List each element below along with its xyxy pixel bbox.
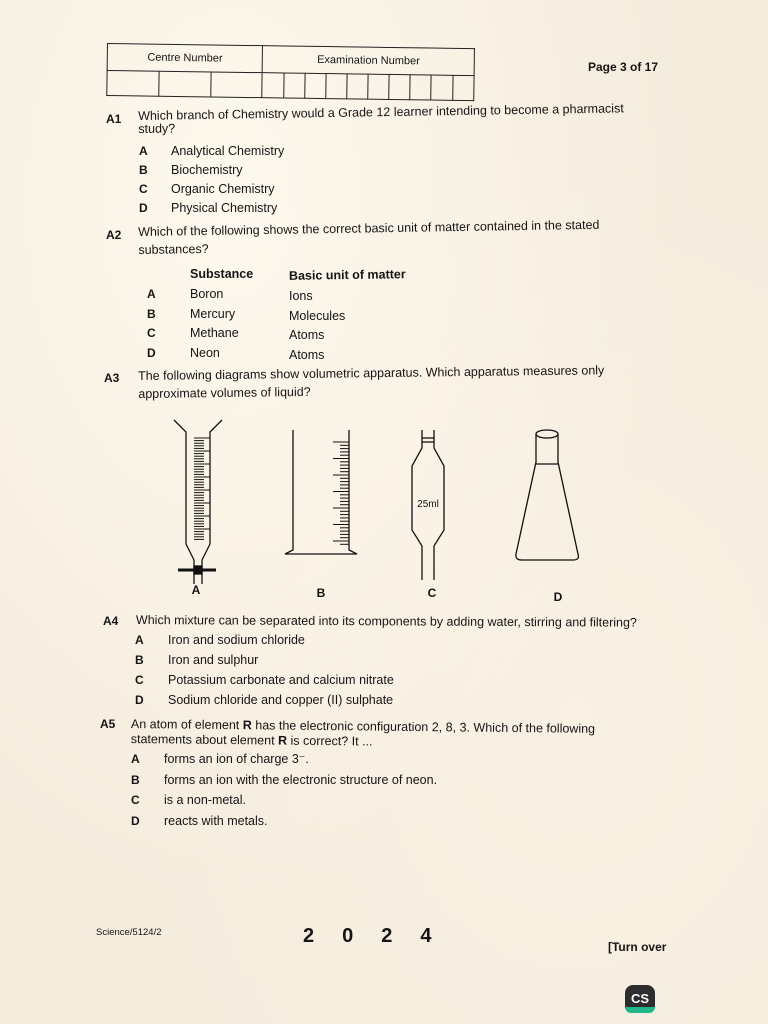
question-text-line: Which mixture can be separated into its components by adding water, stirring and filtering?	[135, 613, 637, 630]
question-number-a4: A4	[103, 614, 119, 628]
question-text-line: An atom of element R has the electronic configuration 2, 8, 3. Which of the following	[130, 716, 596, 736]
option-letter: A	[139, 144, 148, 158]
camscanner-logo-icon: CS	[625, 985, 655, 1013]
exam-year	[303, 925, 460, 948]
diagram-label-d: D	[553, 590, 563, 604]
grid-cell	[326, 74, 347, 99]
grid-cell	[210, 72, 262, 98]
question-text-a4	[136, 612, 637, 632]
option-text: Sodium chloride and copper (II) sulphate	[168, 693, 394, 707]
grid-cell	[368, 74, 389, 99]
question-number-a3: A3	[104, 371, 120, 385]
substance-text: Boron	[190, 287, 224, 301]
option-letter: B	[147, 306, 156, 321]
burette-diagram	[174, 420, 222, 584]
page-number: Page 3 of 17	[588, 60, 659, 74]
option-text: is a non-metal.	[164, 793, 246, 807]
options-a4	[135, 631, 394, 711]
diagram-label-c: C	[427, 586, 437, 600]
unit-text: Atoms	[289, 347, 325, 362]
question-text-line: approximate volumes of liquid?	[138, 384, 311, 401]
unit-text: Atoms	[289, 328, 325, 342]
question-text-line: study?	[138, 121, 176, 136]
option-text: forms an ion of charge 3⁻.	[164, 752, 309, 766]
option-text: Potassium carbonate and calcium nitrate	[168, 673, 394, 687]
grid-cell	[107, 71, 159, 97]
options-a5	[131, 750, 437, 832]
question-text-a1	[138, 100, 624, 138]
diagram-label-b: B	[316, 586, 326, 600]
table-header-unit: Basic unit of matter	[288, 267, 406, 283]
option-letter: C	[139, 182, 148, 196]
grid-cell	[283, 73, 304, 98]
grid-cell	[159, 71, 211, 97]
candidate-number-grid	[107, 43, 475, 96]
options-a1	[139, 142, 284, 218]
question-text-a5	[131, 716, 595, 753]
turn-over-label: [Turn over	[608, 940, 667, 954]
grid-cell	[262, 73, 283, 98]
question-number-a2: A2	[106, 228, 122, 242]
option-text: Analytical Chemistry	[171, 144, 285, 158]
table-header-substance: Substance	[190, 267, 254, 281]
option-letter: D	[139, 201, 148, 215]
year-digit: 4	[420, 925, 432, 947]
option-text: reacts with metals.	[164, 813, 268, 828]
option-letter: B	[139, 163, 148, 177]
substance-text: Mercury	[190, 306, 236, 321]
question-text-a2	[138, 217, 600, 259]
option-letter: B	[131, 772, 140, 787]
grid-cell	[410, 75, 431, 100]
question-text-line: substances?	[138, 241, 209, 257]
centre-number-label: Centre Number	[107, 44, 263, 73]
measuring-cylinder-diagram	[285, 430, 357, 554]
pipette-volume-label: 25ml	[417, 499, 439, 510]
year-digit: 0	[342, 925, 354, 947]
question-text-line: statements about element R is correct? It ...	[130, 731, 373, 749]
option-letter: C	[135, 673, 144, 687]
logo-stripe	[625, 1007, 655, 1013]
option-letter: D	[131, 813, 140, 828]
question-number-a1: A1	[106, 112, 122, 126]
grid-cell	[431, 75, 452, 100]
option-text: Iron and sulphur	[168, 653, 259, 667]
question-text-a3	[138, 362, 605, 403]
substance-text: Neon	[190, 345, 220, 360]
option-text: Organic Chemistry	[171, 182, 275, 196]
grid-cell	[452, 75, 474, 100]
option-text: forms an ion with the electronic structure of neon.	[164, 772, 438, 787]
unit-text: Ions	[289, 289, 313, 303]
question-text-line: Which branch of Chemistry would a Grade 12 learner intending to become a pharmacist	[138, 101, 624, 123]
diagram-label-a: A	[191, 583, 201, 597]
option-text: Physical Chemistry	[171, 201, 278, 215]
question-text-line: Which of the following shows the correct basic unit of matter contained in the stated	[138, 217, 600, 239]
option-letter: C	[131, 793, 140, 807]
examination-number-label: Examination Number	[263, 46, 475, 76]
option-letter: C	[147, 326, 156, 340]
apparatus-diagrams	[160, 412, 610, 607]
grid-cell	[347, 74, 368, 99]
year-digit: 2	[381, 925, 393, 947]
option-letter: A	[131, 752, 140, 766]
option-letter: A	[135, 633, 144, 647]
option-text: Biochemistry	[171, 163, 243, 177]
option-text: Iron and sodium chloride	[168, 633, 305, 647]
grid-cell	[304, 73, 325, 98]
paper-code: Science/5124/2	[96, 927, 162, 938]
grid-cell	[389, 74, 410, 99]
unit-text: Molecules	[289, 308, 346, 323]
conical-flask-diagram	[516, 430, 579, 560]
option-letter: B	[135, 653, 144, 667]
question-text-line: The following diagrams show volumetric apparatus. Which apparatus measures only	[138, 363, 605, 383]
option-letter: D	[147, 345, 156, 360]
substance-text: Methane	[190, 326, 239, 340]
year-digit: 2	[303, 925, 315, 947]
option-letter: D	[135, 693, 144, 707]
question-number-a5: A5	[100, 717, 116, 731]
option-letter: A	[147, 287, 156, 301]
